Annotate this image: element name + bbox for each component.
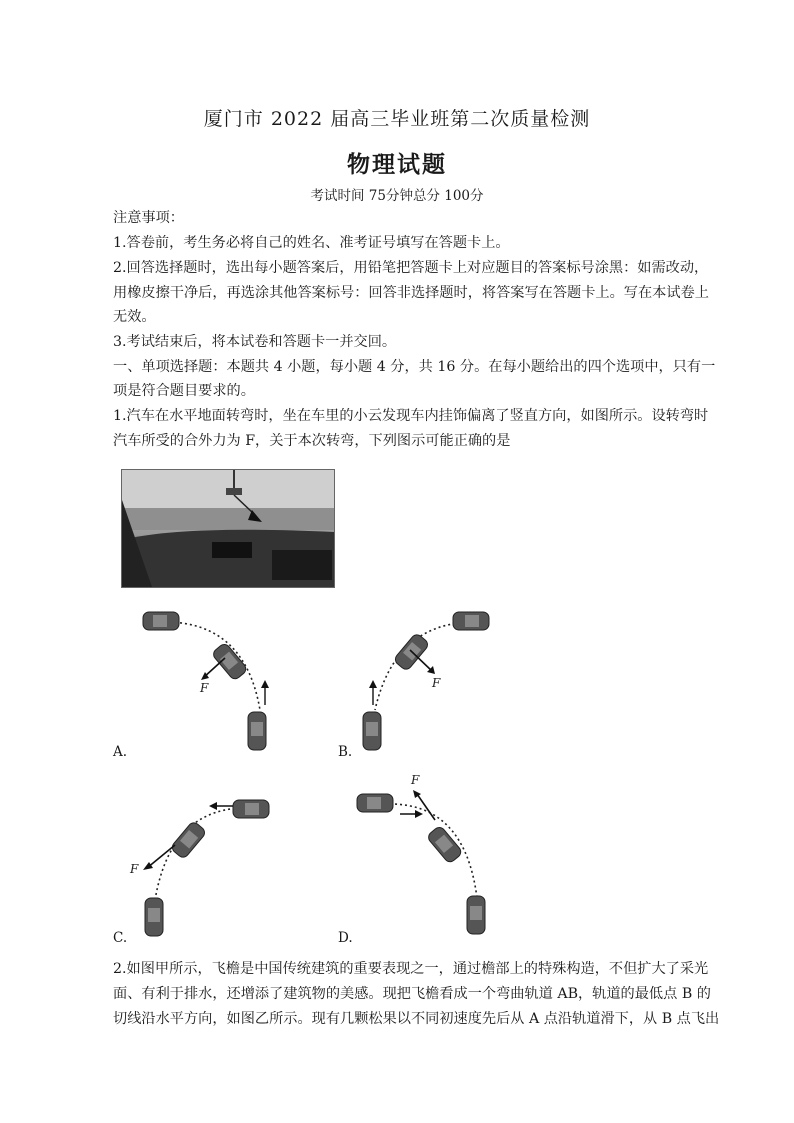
option-a-label: A. — [113, 744, 128, 760]
car-top-right-icon — [453, 612, 489, 630]
exam-title: 厦门市 2022 届高三毕业班第二次质量检测 — [203, 108, 591, 130]
exam-info: 考试时间 75分钟总分 100分 — [310, 188, 484, 204]
q1-stem-line-2: 汽车所受的合外力为 F，关于本次转弯，下列图示可能正确的是 — [113, 433, 511, 449]
car-middle-icon — [426, 825, 463, 864]
car-top-right-icon — [233, 800, 269, 818]
note-item-2-line-1: 2.回答选择题时，选出每小题答案后，用铅笔把答题卡上对应题目的答案标号涂黑：如需改动， — [113, 260, 709, 276]
car-bottom-icon — [467, 896, 485, 934]
option-b-label: B. — [338, 744, 353, 760]
note-item-2-line-3: 无效。 — [113, 309, 156, 325]
option-d-label: D. — [338, 930, 353, 946]
q2-stem-line-1: 2.如图甲所示，飞檐是中国传统建筑的重要表现之一，通过檐部上的特殊构造，不但扩大了采光 — [113, 961, 709, 977]
option-a-force-label: F — [200, 681, 209, 695]
note-item-3: 3.考试结束后，将本试卷和答题卡一并交回。 — [113, 334, 397, 350]
car-middle-icon — [170, 820, 207, 859]
car-bottom-icon — [363, 712, 381, 750]
section-heading-line-2: 项是符合题目要求的。 — [113, 383, 255, 399]
car-bottom-icon — [248, 712, 266, 750]
q2-stem-line-2: 面、有利于排水，还增添了建筑物的美感。现把飞檐看成一个弯曲轨道 AB，轨道的最低点 B 的 — [113, 986, 711, 1002]
option-d-diagram — [355, 770, 515, 940]
q2-stem-line-3: 切线沿水平方向，如图乙所示。现有几颗松果以不同初速度先后从 A 点沿轨道滑下，从 B 点飞出 — [113, 1011, 720, 1027]
car-interior-photo — [121, 469, 335, 588]
option-a-diagram — [125, 600, 295, 758]
option-c-diagram — [125, 790, 295, 940]
note-item-1: 1.答卷前，考生务必将自己的姓名、准考证号填写在答题卡上。 — [113, 235, 510, 251]
car-top-left-icon — [357, 794, 393, 812]
option-c-force-label: F — [130, 862, 139, 876]
car-bottom-icon — [145, 898, 163, 936]
subject-title: 物理试题 — [347, 151, 447, 178]
car-interior-illustration — [122, 470, 334, 587]
q1-stem-line-1: 1.汽车在水平地面转弯时，坐在车里的小云发现车内挂饰偏离了竖直方向，如图所示。设转弯时 — [113, 408, 709, 424]
option-c-label: C. — [113, 930, 128, 946]
option-d-force-label: F — [411, 773, 420, 787]
car-top-left-icon — [143, 612, 179, 630]
note-item-2-line-2: 用橡皮擦干净后，再选涂其他答案标号：回答非选择题时，将答案写在答题卡上。写在本试卷上 — [113, 285, 709, 301]
option-b-force-label: F — [432, 676, 441, 690]
notes-heading: 注意事项： — [113, 210, 184, 226]
section-heading-line-1: 一、单项选择题：本题共 4 小题，每小题 4 分，共 16 分。在每小题给出的四个选项中，只有一 — [113, 359, 716, 375]
